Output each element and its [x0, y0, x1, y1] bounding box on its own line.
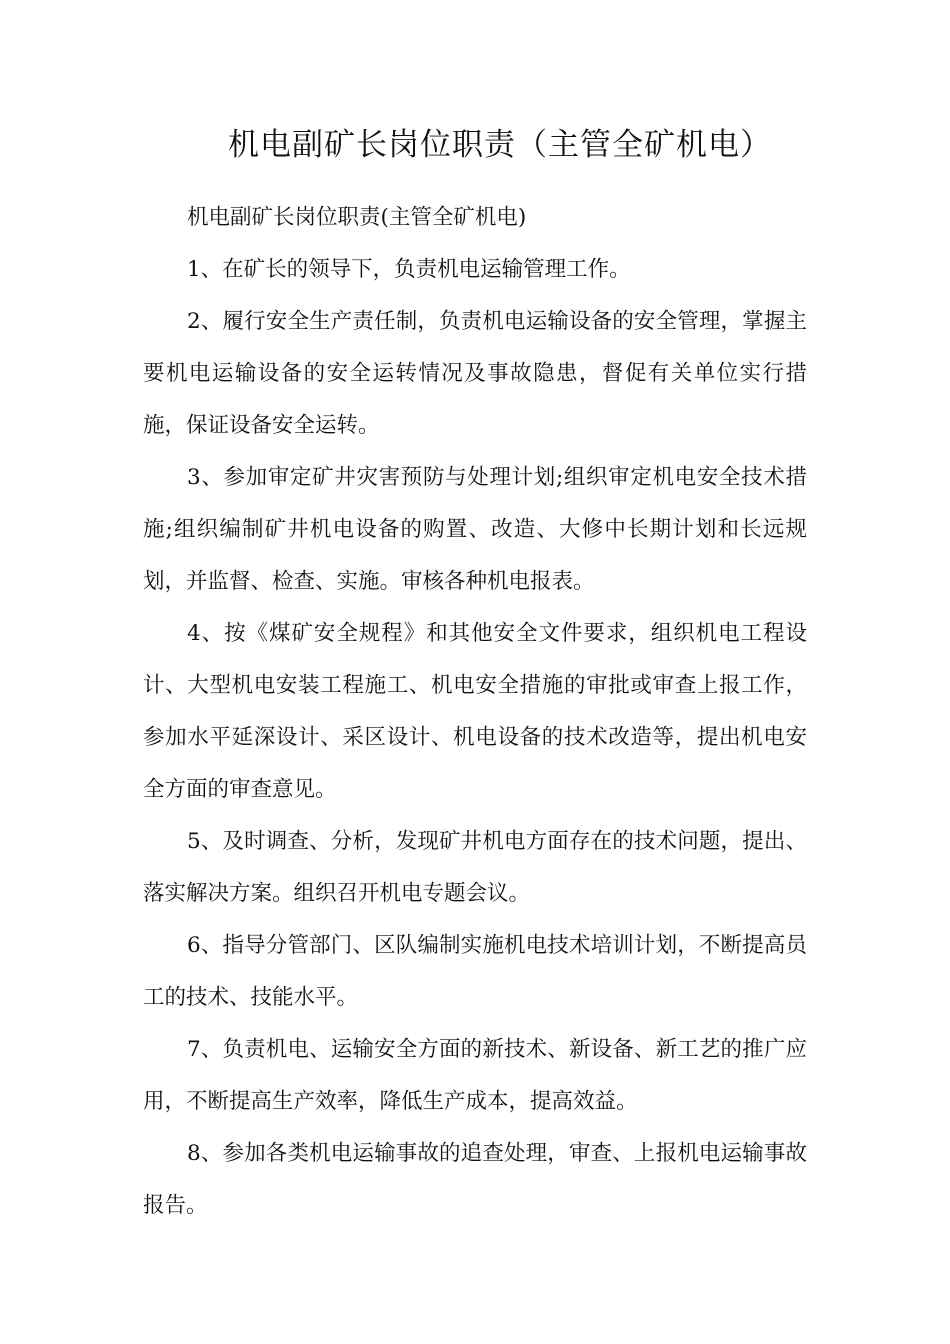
duty-paragraph-1: 1、在矿长的领导下，负责机电运输管理工作。 — [187, 257, 631, 282]
duty-paragraph-6: 6、指导分管部门、区队编制实施机电技术培训计划，不断提高员工的技术、技能水平。 — [143, 933, 807, 1010]
subtitle-paragraph: 机电副矿长岗位职责(主管全矿机电) — [187, 205, 527, 230]
duty-paragraph-5: 5、及时调查、分析，发现矿井机电方面存在的技术问题，提出、落实解决方案。组织召开机电专题会议。 — [143, 829, 807, 906]
duty-paragraph-3: 3、参加审定矿井灾害预防与处理计划;组织审定机电安全技术措施;组织编制矿井机电设备的购置、改造、大修中长期计划和长远规划，并监督、检查、实施。审核各种机电报表。 — [143, 465, 807, 594]
document-body — [143, 192, 807, 1232]
document-title: 机电副矿长岗位职责（主管全矿机电） — [228, 127, 772, 163]
duty-paragraph-2: 2、履行安全生产责任制，负责机电运输设备的安全管理，掌握主要机电运输设备的安全运转情况及事故隐患，督促有关单位实行措施，保证设备安全运转。 — [143, 309, 807, 438]
duty-paragraph-7: 7、负责机电、运输安全方面的新技术、新设备、新工艺的推广应用，不断提高生产效率，降低生产成本，提高效益。 — [143, 1037, 807, 1114]
duty-paragraph-4: 4、按《煤矿安全规程》和其他安全文件要求，组织机电工程设计、大型机电安装工程施工、机电安全措施的审批或审查上报工作，参加水平延深设计、采区设计、机电设备的技术改造等，提出机电安全方面的审查意见。 — [143, 621, 807, 802]
duty-paragraph-8: 8、参加各类机电运输事故的追查处理，审查、上报机电运输事故报告。 — [143, 1141, 807, 1218]
